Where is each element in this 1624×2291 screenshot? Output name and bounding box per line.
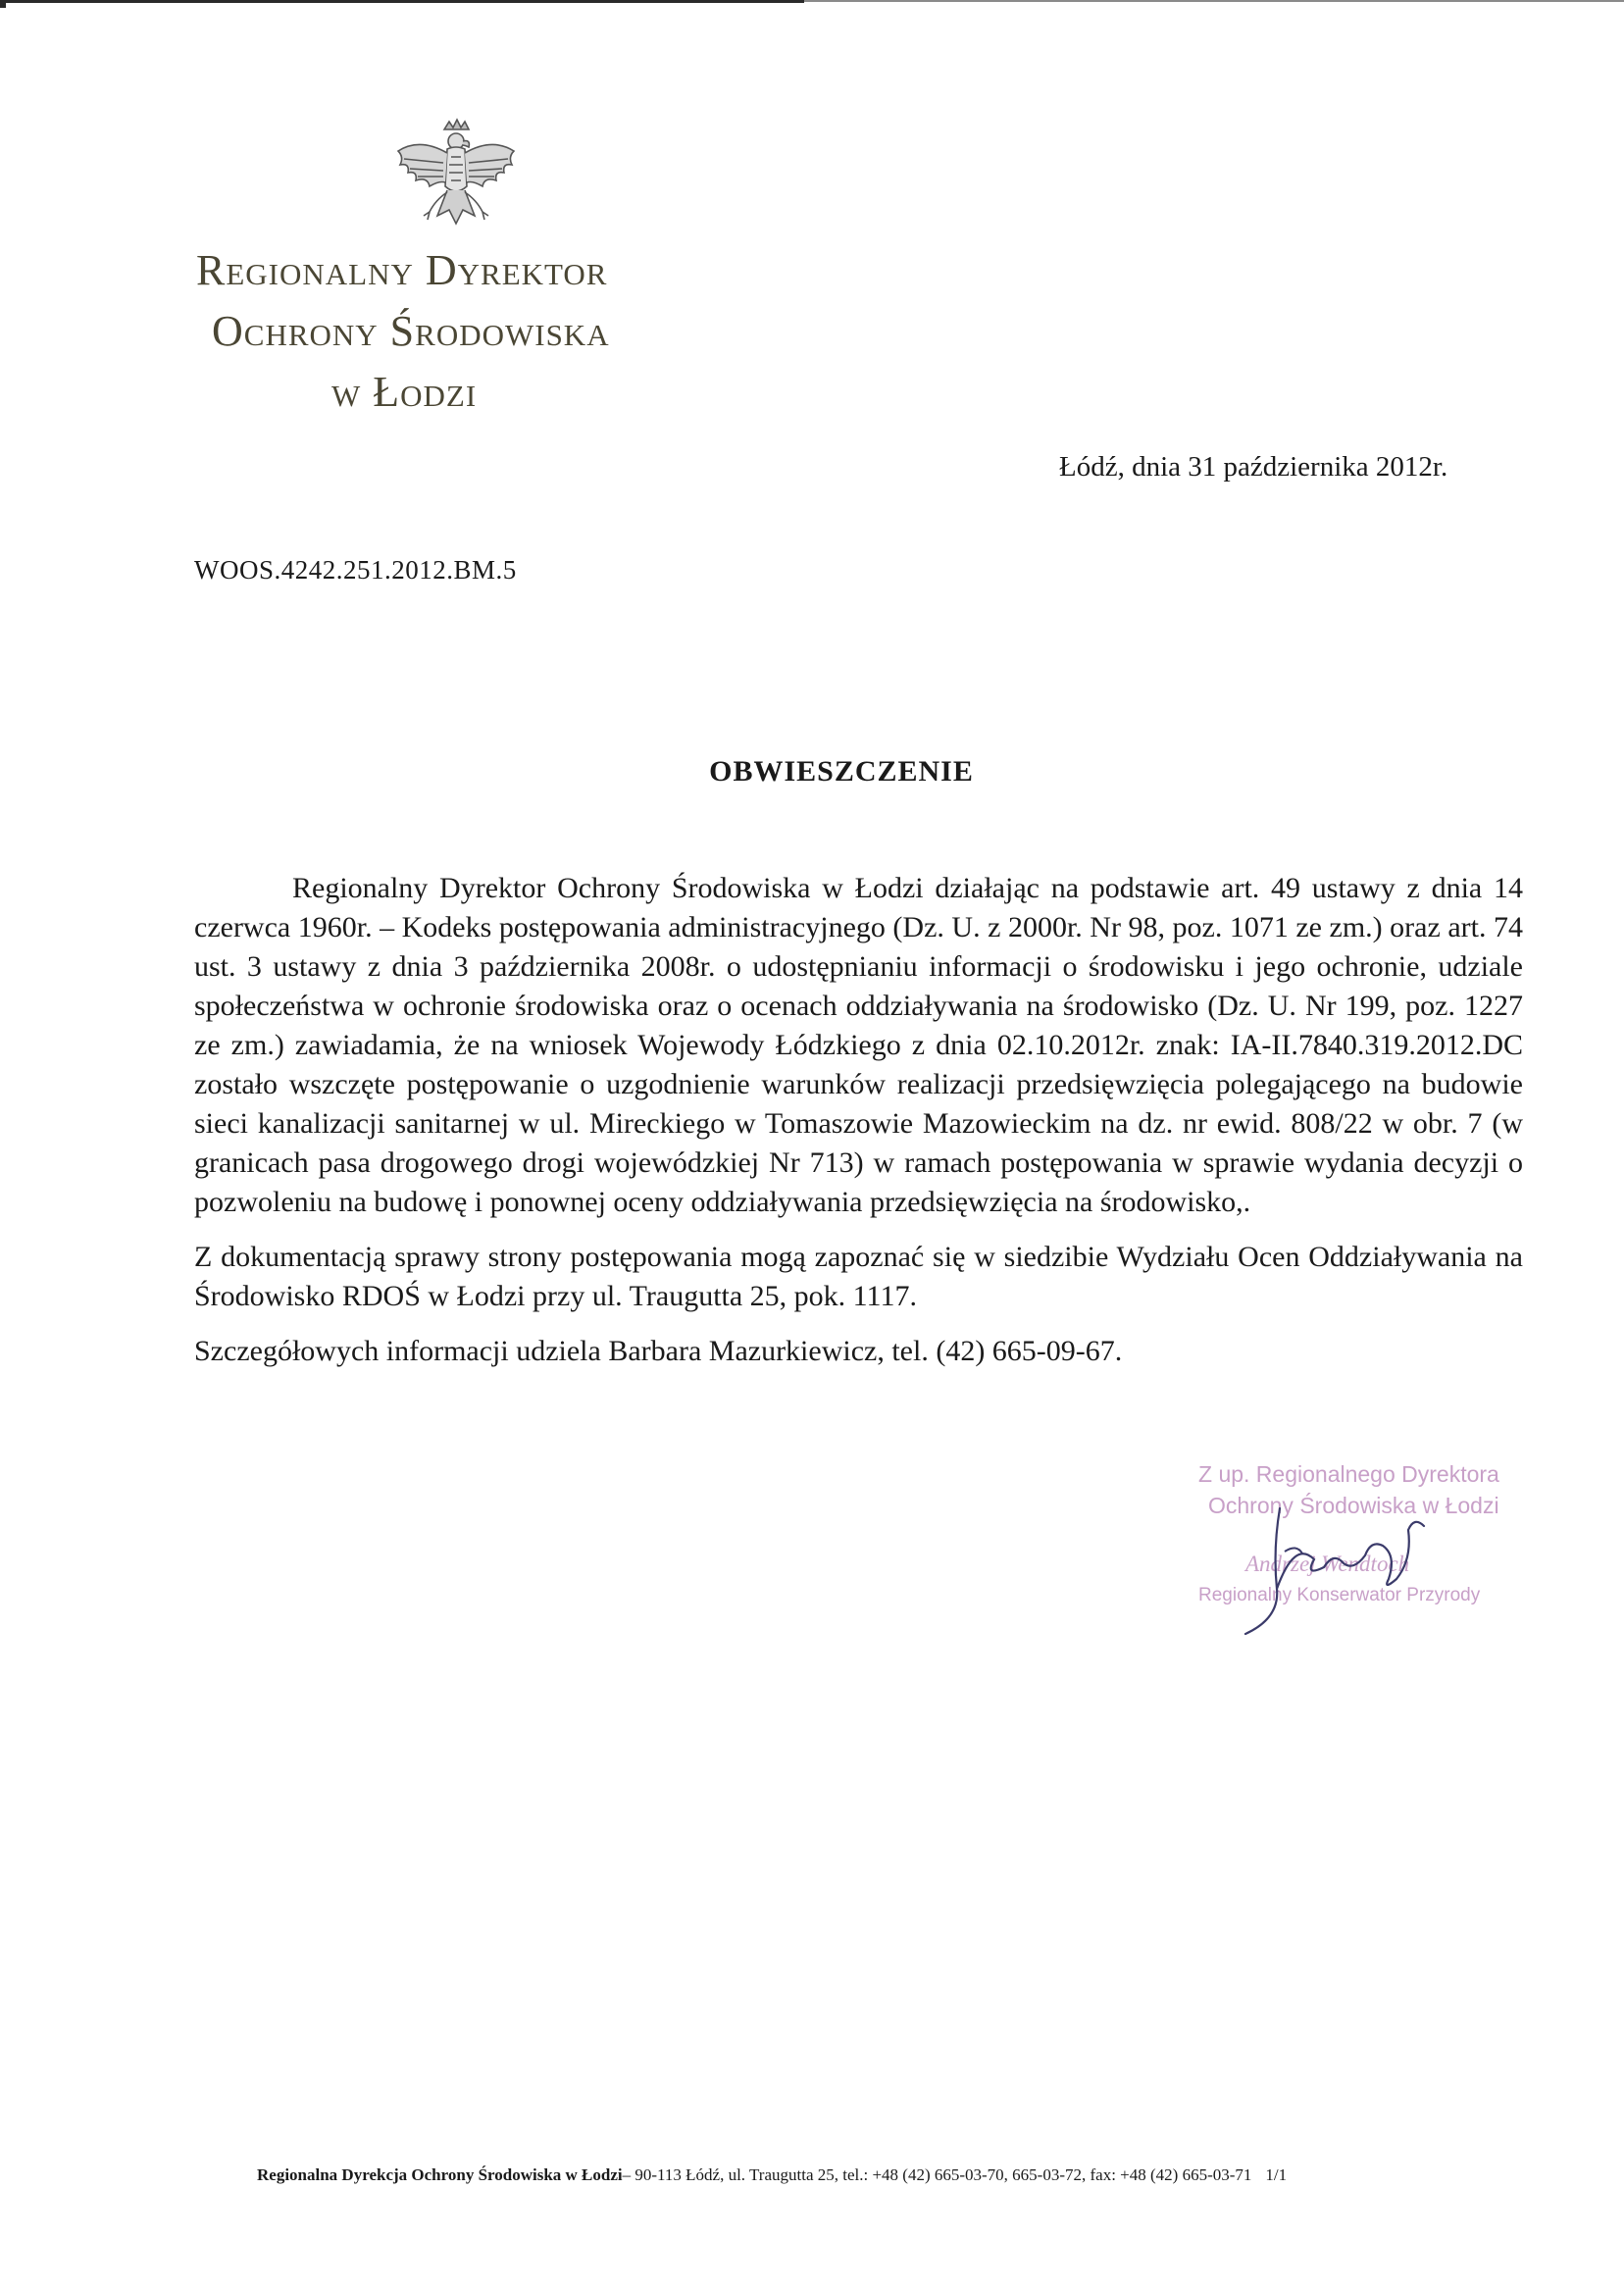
- reference-number: WOOS.4242.251.2012.BM.5: [194, 555, 517, 585]
- stamp-line-3: Andrzej Wendtoch: [1245, 1552, 1410, 1576]
- body-paragraph-3: Szczegółowych informacji udziela Barbara Mazurkiewicz, tel. (42) 665-09-67.: [194, 1335, 1123, 1367]
- issuer-line-2: Ochrony Środowiska: [212, 307, 610, 355]
- issuer-line-3: w Łodzi: [331, 368, 478, 416]
- footer-org: Regionalna Dyrekcja Ochrony Środowiska w Łodzi: [257, 2165, 623, 2184]
- document-title: OBWIESZCZENIE: [709, 755, 974, 788]
- issuer-heading: [196, 245, 902, 432]
- page-number: 1/1: [1265, 2165, 1288, 2184]
- polish-eagle-emblem-icon: [390, 118, 523, 240]
- body-paragraph-2: Z dokumentacją sprawy strony postępowania mogą zapoznać się w siedzibie Wydziału Ocen Oddziaływania na Środowisko RDOŚ w Łodzi przy ul. Traugutta 25, pok. 1117.: [194, 1241, 1523, 1312]
- footer-address: – 90-113 Łódź, ul. Traugutta 25, tel.: +48 (42) 665-03-70, 665-03-72, fax: +48 (42) 665-03-71: [622, 2165, 1252, 2184]
- stamp-line-2: Ochrony Środowiska w Łodzi: [1208, 1493, 1499, 1518]
- document-body: [194, 869, 1523, 1371]
- document-date: Łódź, dnia 31 października 2012r.: [1059, 451, 1448, 483]
- document-footer: [257, 2165, 1551, 2185]
- stamp-line-4: Regionalny Konserwator Przyrody: [1198, 1585, 1481, 1605]
- issuer-line-1: Regionalny Dyrektor: [196, 246, 608, 294]
- scan-edge: [0, 0, 1624, 8]
- body-paragraph-1: Regionalny Dyrektor Ochrony Środowiska w Łodzi działając na podstawie art. 49 ustawy z dnia 14 czerwca 1960r. – Kodeks postępowania administracyjnego (Dz. U. z 2000r. Nr 98, poz. 1071 ze zm.) oraz art. 74 ust. 3 ustawy z dnia 3 października 2008r. o udostępnianiu informacji o środowisku i jego ochronie, udziale społeczeństwa w ochronie środowiska oraz o ocenach oddziaływania na środowisko (Dz. U. Nr 199, poz. 1227 ze zm.) zawiadamia, że na wniosek Wojewody Łódzkiego z dnia 02.10.2012r. znak: IA-II.7840.319.2012.DC zostało wszczęte postępowanie o uzgodnienie warunków realizacji przedsięwzięcia polegającego na budowie sieci kanalizacji sanitarnej w ul. Mireckiego w Tomaszowie Mazowieckim na dz. nr ewid. 808/22 w obr. 7 (w granicach pasa drogowego drogi wojewódzkiej Nr 713) w ramach postępowania w sprawie wydania decyzji o pozwoleniu na budowę i ponownej oceny oddziaływania przedsięwzięcia na środowisko,.: [194, 872, 1523, 1218]
- handwritten-signature: [1187, 1461, 1559, 1687]
- stamp-line-1: Z up. Regionalnego Dyrektora: [1198, 1461, 1499, 1487]
- signature-stamp: [1187, 1461, 1559, 1687]
